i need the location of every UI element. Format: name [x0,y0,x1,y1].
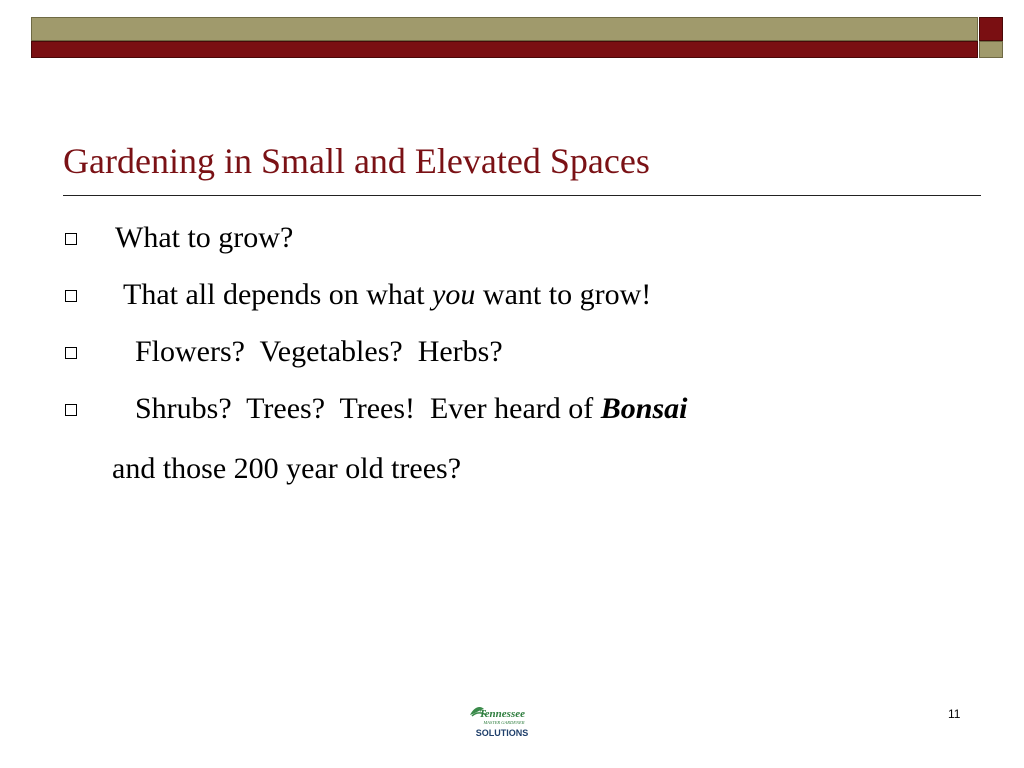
bullet-text: What to grow? [115,221,294,254]
header-square-maroon [979,17,1003,41]
tennessee-master-gardener-logo [466,703,538,741]
bullet-item [65,386,965,432]
bullet-item [65,272,965,318]
bullet-item [65,329,965,375]
title-underline [63,195,981,196]
hollow-square-bullet-icon [65,347,77,359]
bullet-text: Shrubs? Trees? Trees! Ever heard of Bonsai [135,392,688,425]
header-bar-maroon [31,41,978,58]
hollow-square-bullet-icon [65,404,77,416]
svg-text:SOLUTIONS: SOLUTIONS [475,728,529,738]
bullet-text: Flowers? Vegetables? Herbs? [135,335,503,368]
hollow-square-bullet-icon [65,233,77,245]
hollow-square-bullet-icon [65,290,77,302]
svg-text:MASTER GARDENER: MASTER GARDENER [483,720,525,725]
emphasis-bonsai: Bonsai [600,392,688,425]
slide-number: 11 [948,707,961,721]
slide-title: Gardening in Small and Elevated Spaces [63,141,650,181]
bullet-continuation: and those 200 year old trees? [112,452,462,485]
bullet-text: That all depends on what you want to grow! [123,278,652,311]
emphasis-you: you [432,278,476,311]
bullet-item [65,215,965,261]
header-square-olive [979,41,1003,58]
header-bar-olive [31,17,978,41]
svg-text:Tennessee: Tennessee [478,708,526,720]
